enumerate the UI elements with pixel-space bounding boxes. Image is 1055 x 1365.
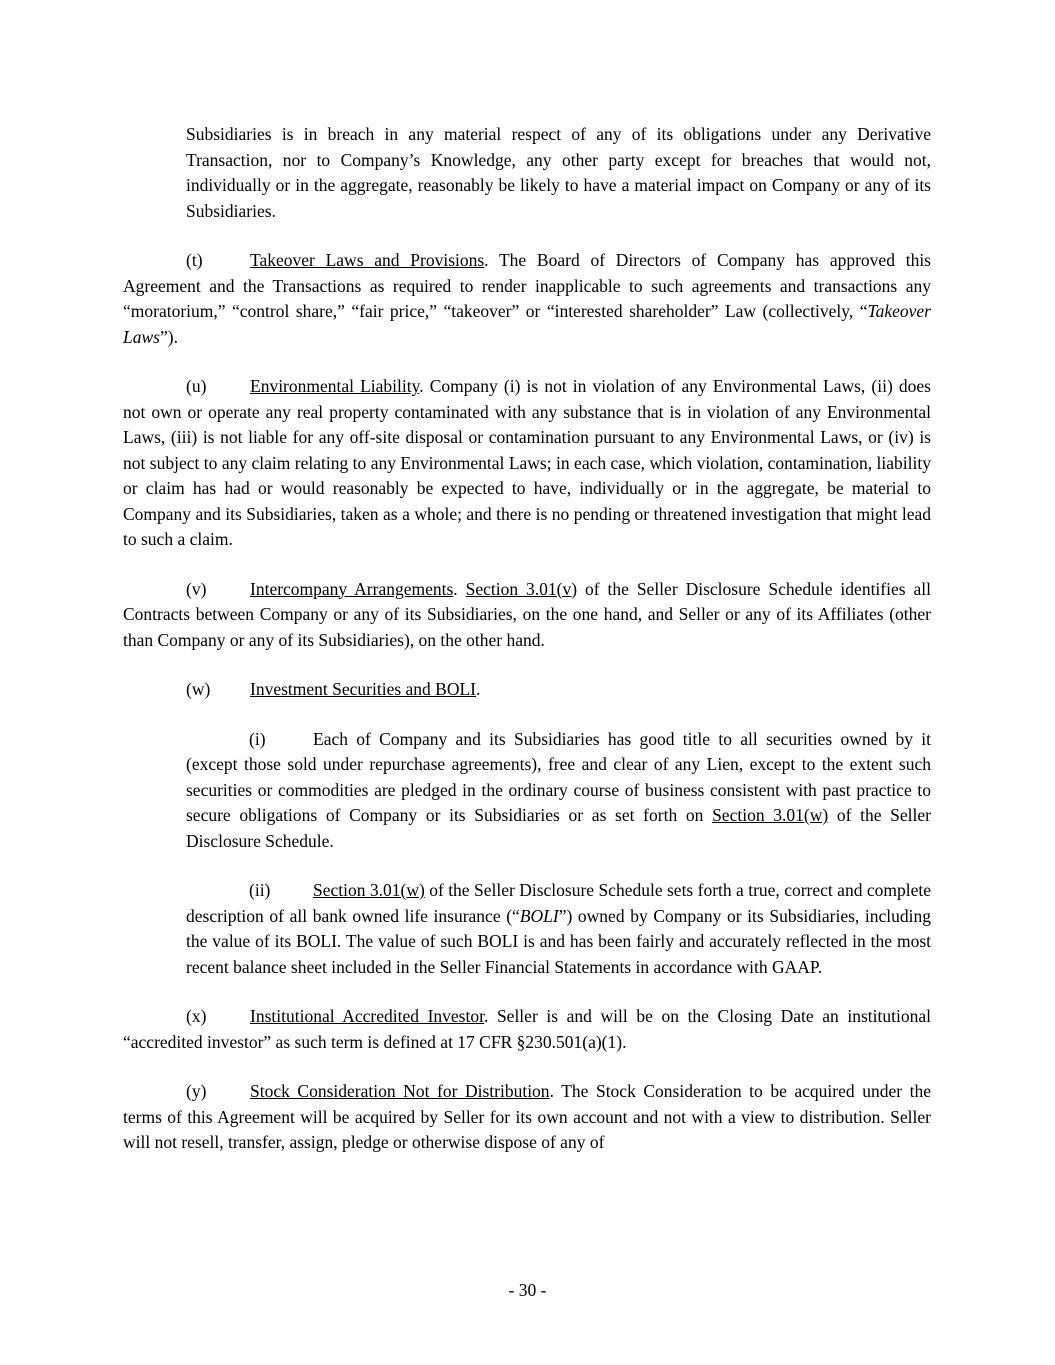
clause-heading: Intercompany Arrangements <box>250 578 454 599</box>
clause-label: (v) <box>186 578 207 599</box>
body-text: of the Seller Disclosure Schedule. <box>186 805 931 851</box>
body-text: ”) owned by Company or its Subsidiaries, including the value of its BOLI. The value of such BOLI is and has been fairly and accurately reflected in the most recent balance sheet included in the Seller Financial Statements in accordance with GAAP. <box>186 905 931 977</box>
body-text: . Seller is and will be on the Closing Date an institutional “accredited investor” as such term is defined at 17 CFR §230.501(a)(1). <box>123 1006 931 1052</box>
body-text: Each of Company and its Subsidiaries has good title to all securities owned by it (except those sold under repurchase agreements), free and clear of any Lien, except to the extent such securities or commodities are pledged in the ordinary course of business consistent with past practice to secure obligations of Company or its Subsidiaries or as set forth on <box>186 728 931 825</box>
section-reference: Section 3.01(w) <box>313 880 425 900</box>
subclause-w-i <box>186 727 931 855</box>
body-text: . Company (i) is not in violation of any Environmental Laws, (ii) does not own or operate any real property contaminated with any substance that is in violation of any Environmental Laws, (iii) is not liable for any off-site disposal or contamination pursuant to any Environmental Laws, or (iv) is not subject to any claim relating to any Environmental Laws; in each case, which violation, contamination, liability or claim has had or would reasonably be expected to have, individually or in the aggregate, be material to Company and its Subsidiaries, taken as a whole; and there is no pending or threatened investigation that might lead to such a claim. <box>123 376 931 549</box>
clause-x-institutional-accredited-investor <box>123 1004 931 1055</box>
subclause-label: (i) <box>249 728 266 749</box>
section-reference: Section 3.01(v) <box>465 578 578 599</box>
section-reference: Section 3.01(w) <box>712 805 829 825</box>
clause-label: (u) <box>186 376 207 396</box>
clause-u-environmental-liability <box>123 374 931 553</box>
clause-v-intercompany-arrangements <box>123 577 931 654</box>
body-text: . The Board of Directors of Company has approved this Agreement and the Transactions as required to render inapplicable to such agreements and transactions any “moratorium,” “control share,” “fair price,” “takeover” or “interested shareholder” Law (collectively, “ <box>123 250 931 321</box>
subclause-label: (ii) <box>249 880 271 900</box>
paragraph-continuation <box>186 122 931 224</box>
body-text: of the Seller Disclosure Schedule identifies all Contracts between Company or any of its Subsidiaries, on the one hand, and Seller or any of its Affiliates (other than Company or any of its Subsidiaries), on the other hand. <box>123 578 931 650</box>
defined-term: Takeover Laws <box>123 301 931 347</box>
document-body <box>123 122 931 1180</box>
defined-term: BOLI <box>519 905 559 926</box>
body-text: . The Stock Consideration to be acquired under the terms of this Agreement will be acquired by Seller for its own account and not with a view to distribution. Seller will not resell, transfer, assign, pledge or otherwise dispose of any of <box>123 1081 931 1152</box>
page-number: - 30 - <box>508 1280 547 1300</box>
clause-label: (t) <box>186 250 203 270</box>
clause-heading: Takeover Laws and Provisions <box>250 250 485 270</box>
body-text: . <box>453 578 466 599</box>
clause-heading: Stock Consideration Not for Distribution <box>250 1081 550 1101</box>
clause-y-stock-consideration <box>123 1079 931 1156</box>
clause-t-takeover-laws <box>123 248 931 350</box>
subclause-w-ii <box>186 878 931 980</box>
body-text: Subsidiaries is in breach in any material respect of any of its obligations under any Derivative Transaction, nor to Company’s Knowledge, any other party except for breaches that would not, individually or in the aggregate, reasonably be likely to have a material impact on Company or any of its Subsidiaries. <box>186 124 931 221</box>
clause-heading: Environmental Liability <box>250 376 420 396</box>
clause-heading: Institutional Accredited Investor <box>250 1006 484 1026</box>
body-text: of the Seller Disclosure Schedule sets forth a true, correct and complete description of all bank owned life insurance (“ <box>186 880 931 926</box>
clause-w-investment-securities <box>123 677 931 703</box>
clause-label: (w) <box>186 679 211 699</box>
clause-label: (y) <box>186 1081 207 1101</box>
clause-heading: Investment Securities and BOLI <box>250 679 476 699</box>
body-text: ”). <box>159 326 178 347</box>
body-text: . <box>476 679 481 699</box>
clause-label: (x) <box>186 1006 207 1026</box>
